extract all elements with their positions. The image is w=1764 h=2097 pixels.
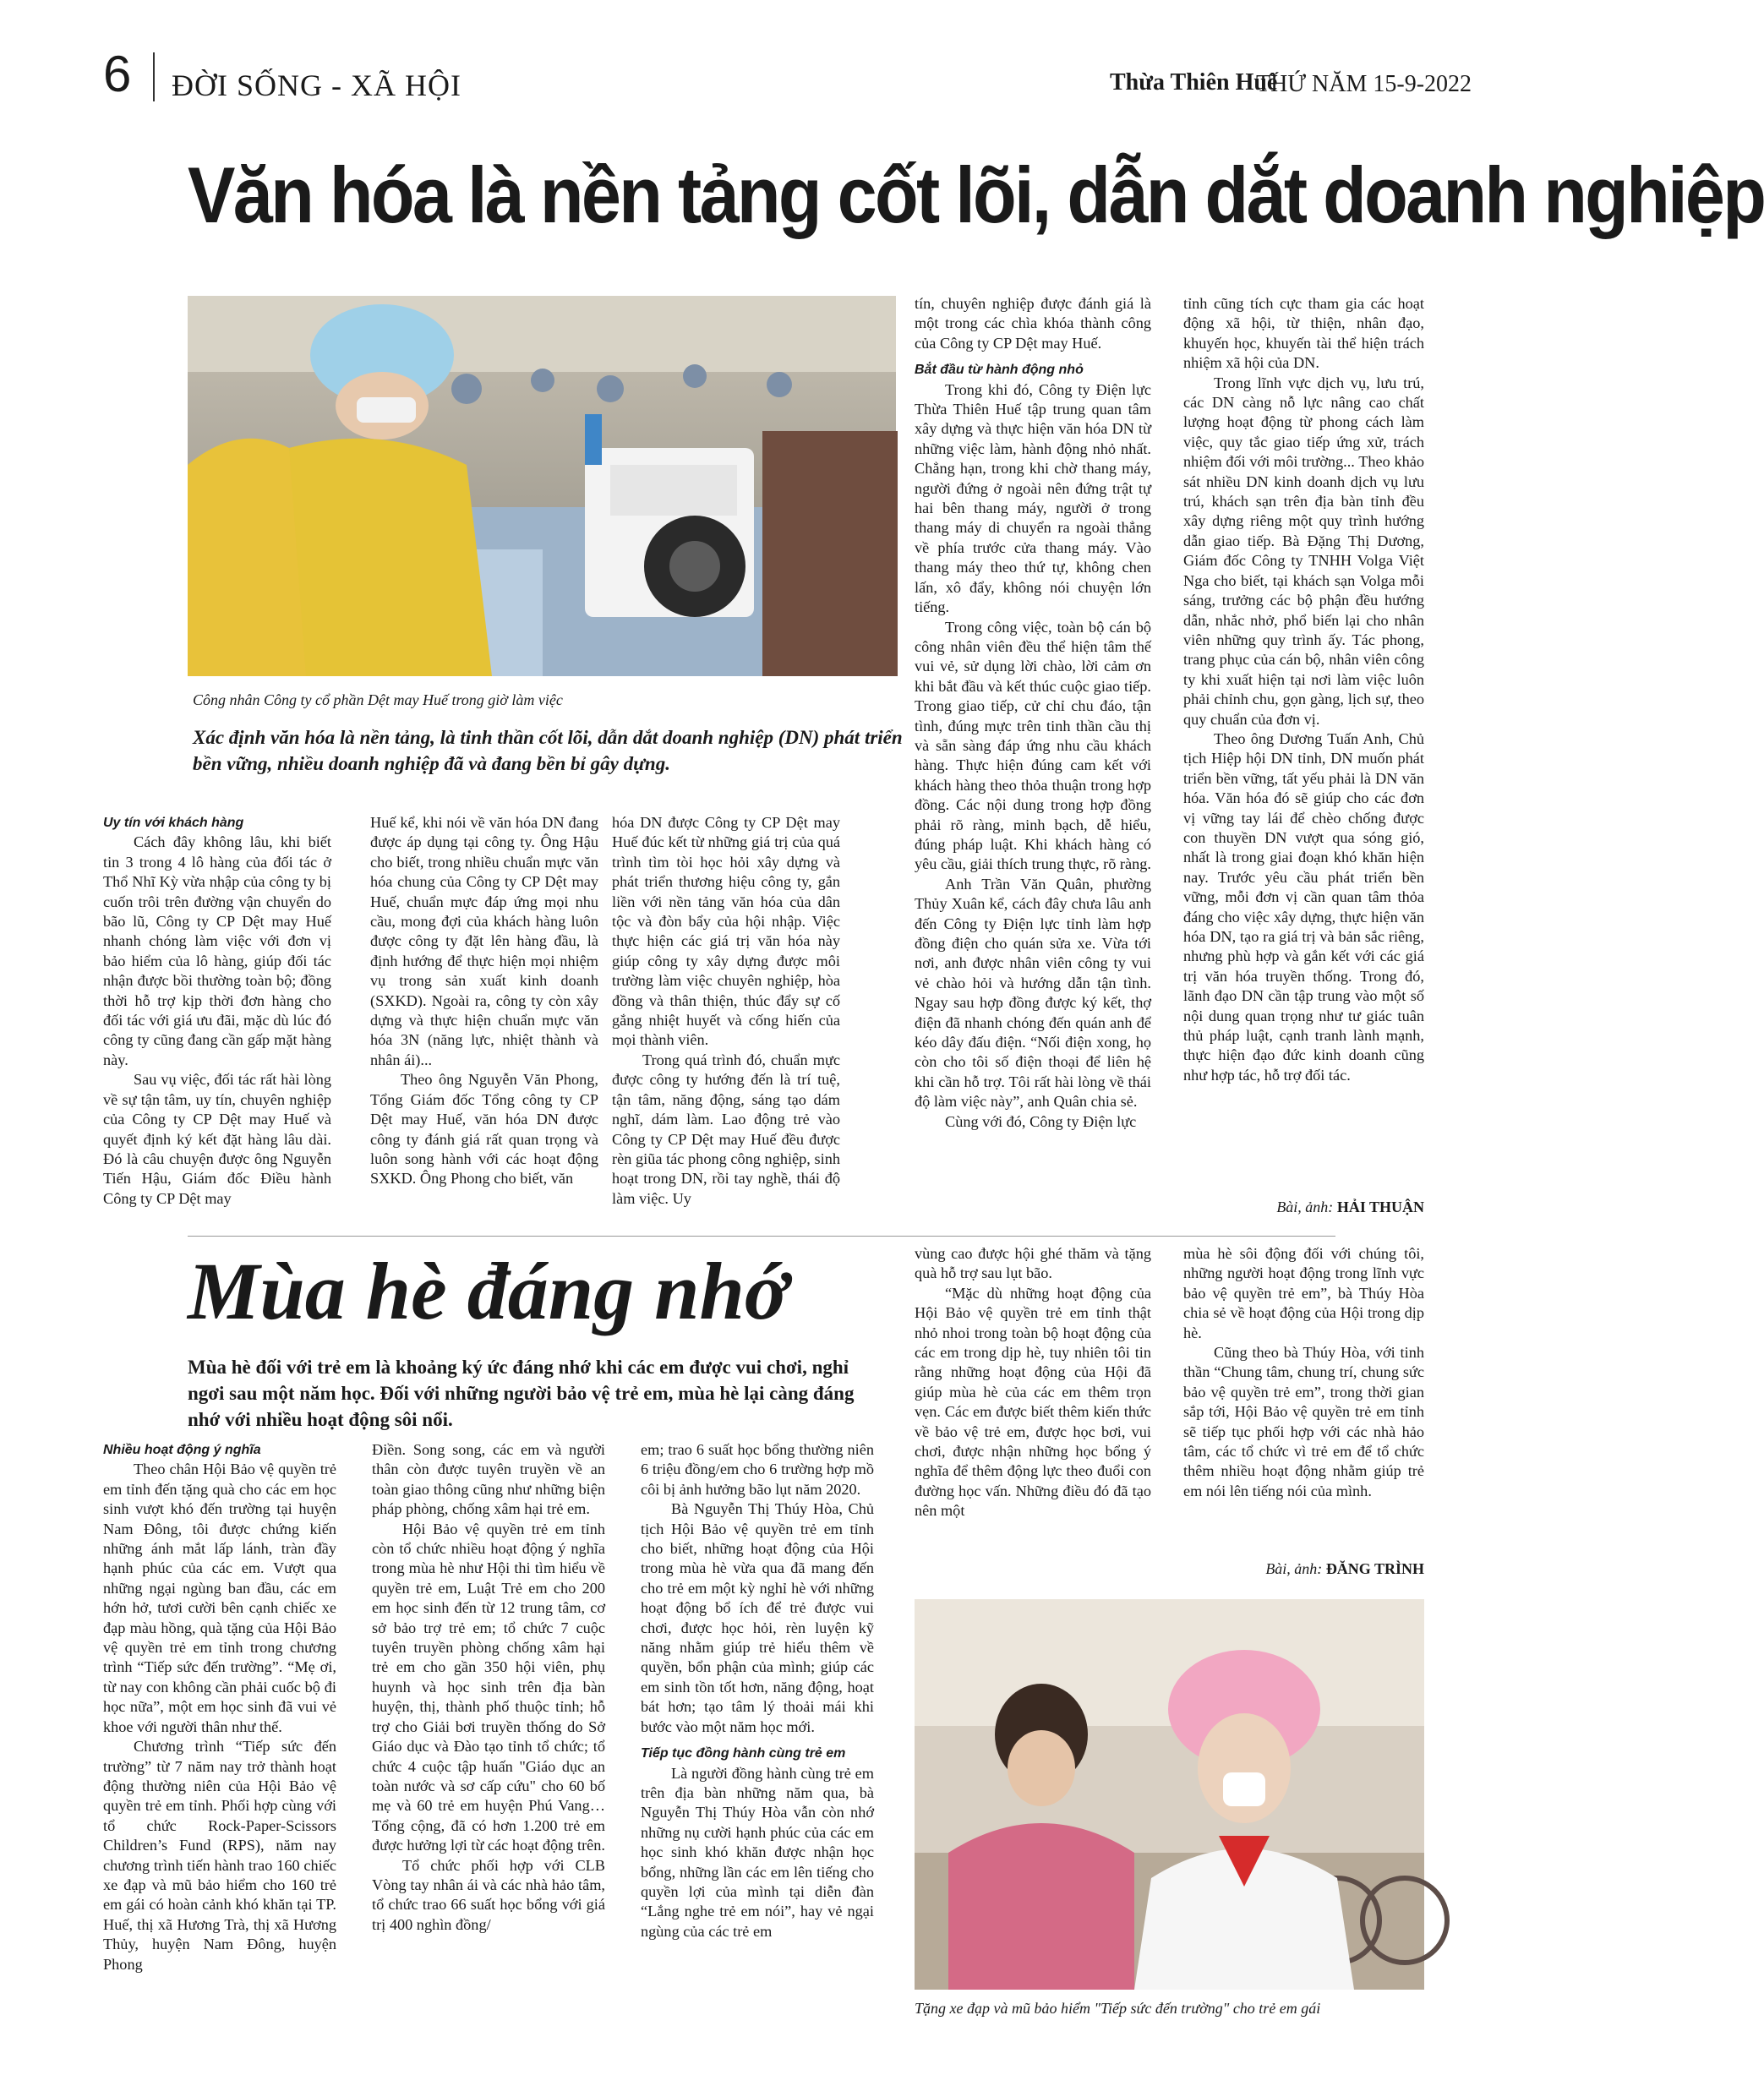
paragraph: “Mặc dù những hoạt động của Hội Bảo vệ quyền trẻ em tỉnh thật nhỏ nhoi trong toàn bộ hoạt động của các em trong dịp hè, tuy nhiên tôi tin rằng những hoạt động của Hội đã giúp mùa hè của các em thêm trọn vẹn. Các em được biết thêm kiến thức về bảo vệ trẻ em, được học bơi, vui chơi, được nhận những học bổng ý nghĩa để thêm động lực theo đuổi con đường học vấn. Những điều đó đã tạo nên một (915, 1284, 1151, 1520)
paragraph: Cách đây không lâu, khi biết tin 3 trong 4 lô hàng của đối tác ở Thổ Nhĩ Kỳ vừa nhập của công ty bị cuốn trôi trên đường vận chuyển do bão lũ, Công ty CP Dệt may Huế nhanh chóng làm việc với đơn vị bảo hiểm của lô hàng, giúp đối tác nhận được bồi thường toàn bộ; đồng thời hỗ trợ kịp thời đơn hàng cho đối tác với giá ưu đãi, mặc dù lúc đó công ty cũng đang cần gấp mặt hàng này. (103, 833, 331, 1068)
paragraph: Là người đồng hành cùng trẻ em trên địa bàn những năm qua, bà Nguyễn Thị Thúy Hòa vẫn còn nhớ những nụ cười hạnh phúc của các em học sinh khó khăn được nhận học bổng, những lần các em lên tiếng cho quyền lợi của mình tại diễn đàn “Lắng nghe trẻ em nói”, hay vẻ ngại ngùng của các trẻ em (641, 1764, 874, 1940)
helmet-gift-image (915, 1599, 1424, 1990)
article1-photo (188, 296, 896, 676)
paragraph: Hội Bảo vệ quyền trẻ em tỉnh còn tổ chức nhiều hoạt động ý nghĩa trong mùa hè như Hội thi tìm hiểu về quyền trẻ em, Luật Trẻ em cho 200 em học sinh đến từ 12 trung tâm, cơ sở bảo trợ trẻ em; tổ chức 7 cuộc tuyên truyền phòng chống xâm hại trẻ em cho gần 350 hội viên, phụ huynh và học sinh trên địa bàn huyện, thị, thành phố thuộc tỉnh; hỗ trợ cho Giải bơi truyền thống do Sở Giáo dục và Đào tạo tỉnh tổ chức; tổ chức 4 cuộc tập huấn "Giáo dục an toàn nước và sơ cấp cứu" cho 60 bố mẹ và 60 trẻ em huyện Phú Vang… Tổng cộng, đã có hơn 1.200 trẻ em được hưởng lợi từ các hoạt động trên. (372, 1520, 606, 1854)
article1-column-2 (370, 813, 598, 1189)
paragraph: Theo ông Nguyễn Văn Phong, Tổng Giám đốc Tổng công ty CP Dệt may Huế, văn hóa DN được công ty đánh giá rất quan trọng và luôn song hành với các hoạt động SXKD. Ông Phong cho biết, văn (370, 1071, 598, 1188)
paragraph: hóa DN được Công ty CP Dệt may Huế đúc kết từ những giá trị của quá trình tìm tòi học hỏi xây dựng và phát triển thương hiệu công ty, gắn liền với nền tảng văn hóa của dân tộc và đòn bẩy của hội nhập. Việc thực hiện các giá trị văn hóa này giúp công ty xây dựng được môi trường làm việc chuyên nghiệp, hòa đồng và thân thiện, thúc đẩy sự cố gắng nhiệt huyết và cống hiến của mọi thành viên. (612, 814, 840, 1049)
subheading: Bắt đầu từ hành động nhỏ (915, 363, 1084, 378)
paragraph: Chương trình “Tiếp sức đến trường” từ 7 năm nay trở thành hoạt động thường niên của Hội Bảo vệ quyền trẻ em tỉnh. Phối hợp cùng với tổ chức Rock-Paper-Scissors Children’s Fund (RPS), năm nay chương trình tiến hành trao 160 chiếc xe đạp và mũ bảo hiểm cho 160 trẻ em gái có hoàn cảnh khó khăn tại TP. Huế, thị xã Hương Trà, thị xã Hương Thủy, huyện Nam Đông, huyện Phong (103, 1738, 336, 1973)
article1-title: Văn hóa là nền tảng cốt lõi, dẫn dắt doanh nghiệp (188, 150, 1764, 239)
paragraph: Sau vụ việc, đối tác rất hài lòng về sự tận tâm, uy tín, chuyên nghiệp của Công ty CP Dệt may Huế và quyết định ký kết đặt hàng lâu dài. Đó là câu chuyện được ông Nguyễn Tiến Hậu, Giám đốc Điều hành Công ty CP Dệt may (103, 1071, 331, 1207)
article2-photo-caption: Tặng xe đạp và mũ bảo hiểm "Tiếp sức đến trường" cho trẻ em gái (915, 2000, 1321, 2017)
article1-lead: Xác định văn hóa là nền tảng, là tinh thần cốt lõi, dẫn dắt doanh nghiệp (DN) phát triển bền vững, nhiều doanh nghiệp đã và đang bền bỉ gây dựng. (193, 727, 903, 774)
article-divider (188, 1236, 1335, 1237)
paragraph: Huế kể, khi nói về văn hóa DN đang được áp dụng tại công ty. Ông Hậu cho biết, trong nhiều chuẩn mực văn hóa chung của Công ty CP Dệt may Huế, chuẩn mực đáp ứng mọi nhu cầu, mong đợi của khách hàng luôn được công ty đặt lên hàng đầu, là định hướng để thực hiện mọi nhiệm vụ trong sản xuất kinh doanh (SXKD). Ngoài ra, công ty còn xây dựng và thực hiện chuẩn mực văn hóa 3N (năng lực, nhiệt thành và nhân ái)... (370, 814, 598, 1068)
article2-title: Mùa hè đáng nhớ (188, 1246, 789, 1336)
paragraph: Điền. Song song, các em và người thân còn được tuyên truyền về an toàn giao thông cũng như những biện pháp phòng, chống xâm hại trẻ em. (372, 1441, 605, 1518)
paragraph: Cùng với đó, Công ty Điện lực (945, 1112, 1137, 1130)
author-name: ĐĂNG TRÌNH (1325, 1560, 1424, 1577)
paragraph: Trong quá trình đó, chuẩn mực được công ty hướng đến là trí tuệ, tận tâm, năng động, sáng tạo dám nghĩ, dám làm. Lao động trẻ vào Công ty CP Dệt may Huế đều được rèn giũa tác phong công nghiệp, sinh hoạt trong DN, rồi tay nghề, thái độ làm việc. Uy (612, 1051, 840, 1207)
paragraph: tỉnh cũng tích cực tham gia các hoạt động xã hội, từ thiện, nhân đạo, khuyến học, khuyến tài thể hiện trách nhiệm xã hội của DN. (1183, 295, 1424, 372)
byline-prefix: Bài, ảnh: (1276, 1199, 1334, 1215)
article2-column-5 (1183, 1244, 1424, 1501)
article1-column-3 (612, 813, 840, 1209)
article2-column-2 (372, 1440, 605, 1935)
page-number: 6 (103, 46, 132, 102)
paragraph: em; trao 6 suất học bổng thường niên 6 triệu đồng/em cho 6 trường hợp mồ côi bị ảnh hưởng bão lụt năm 2020. (641, 1441, 874, 1498)
article1-column-4 (915, 294, 1151, 1132)
sewing-factory-image (188, 296, 896, 676)
byline-prefix: Bài, ảnh: (1265, 1560, 1323, 1577)
paragraph: mùa hè sôi động đối với chúng tôi, những người hoạt động trong lĩnh vực bảo vệ quyền trẻ em”, bà Thúy Hòa chia sẻ về hoạt động của Hội trong dịp hè. (1183, 1245, 1424, 1341)
paragraph: Trong khi đó, Công ty Điện lực Thừa Thiên Huế tập trung quan tâm xây dựng và thực hiện văn hóa DN từ những việc làm, hành động nhỏ nhất. Chẳng hạn, trong khi chờ thang máy, người đứng ở ngoài nên đứng trật tự hai bên thang máy, người ở trong thang máy di chuyển ra ngoài thẳng về phía trước cửa thang máy. Vào thang máy theo thứ tự, không chen lấn, xô đẩy, không nói chuyện lớn tiếng. (915, 380, 1151, 616)
paragraph: Cũng theo bà Thúy Hòa, với tinh thần “Chung tâm, chung trí, chung sức bảo vệ quyền trẻ em”, trong thời gian sắp tới, Hội Bảo vệ quyền trẻ em tỉnh sẽ tiếp tục phối hợp với các nhà hảo tâm, các tổ chức vì trẻ em để tổ chức thêm nhiều hoạt động nhằm giúp trẻ em nói lên tiếng nói của mình. (1183, 1344, 1424, 1499)
paragraph: Theo chân Hội Bảo vệ quyền trẻ em tỉnh đến tặng quà cho các em học sinh vượt khó đến trường tại huyện Nam Đông, tôi được chứng kiến những ánh mắt lấp lánh, tràn đầy hạnh phúc của các em. Vượt qua những ngại ngùng ban đầu, các em hớn hở, tươi cười bên cạnh chiếc xe đạp màu hồng, quà tặng của Hội Bảo vệ quyền trẻ em tỉnh trong chương trình “Tiếp sức đến trường”. “Mẹ ơi, từ nay con không cần phải cuốc bộ đi học nữa”, một em học sinh đã vui vẻ khoe với người thân như thế. (103, 1461, 336, 1735)
article2-lead: Mùa hè đối với trẻ em là khoảng ký ức đáng nhớ khi các em được vui chơi, nghỉ ngơi sau một năm học. Đối với những người bảo vệ trẻ em, mùa hè lại càng đáng nhớ với nhiều hoạt động sôi nổi. (188, 1357, 855, 1430)
article1-byline (1183, 1199, 1424, 1216)
section-name: ĐỜI SỐNG - XÃ HỘI (172, 68, 461, 102)
header-divider (153, 52, 155, 101)
article2-column-4 (915, 1244, 1151, 1521)
article2-column-1 (103, 1440, 336, 1974)
article2-photo (915, 1599, 1424, 1990)
paragraph: Bà Nguyễn Thị Thúy Hòa, Chủ tịch Hội Bảo vệ quyền trẻ em tỉnh cho biết, những hoạt động của Hội trong mùa hè vừa qua đã mang đến cho trẻ em một kỳ nghỉ hè với những hoạt động bổ ích để trẻ được vui chơi, được học hỏi, rèn luyện kỹ năng nhằm giúp trẻ hiểu thêm về quyền, bổn phận của mình; giúp các em sinh tồn tốt hơn, năng động, hoạt bát hơn; tạo tâm lý thoải mái khi bước vào một năm học mới. (641, 1500, 874, 1735)
paragraph: Tổ chức phối hợp với CLB Vòng tay nhân ái và các nhà hảo tâm, tổ chức trao 66 suất học bổng với giá trị 400 nghìn đồng/ (372, 1856, 605, 1933)
paragraph: Trong công việc, toàn bộ cán bộ công nhân viên đều thể hiện tâm thế vui vẻ, sử dụng lời chào, lời cảm ơn khi bắt đầu và kết thúc cuộc giao tiếp. Trong giao tiếp, cử chỉ chu đáo, tận tình, đúng mực trên tinh thần cầu thị và sẵn sàng đáp ứng nhu cầu khách hàng. Thực hiện đúng cam kết với khách hàng theo thỏa thuận trong hợp đồng. Các nội dung trong hợp đồng phải rõ ràng, minh bạch, dễ hiểu, đúng pháp luật. Khi khách hàng có yêu cầu, giải thích trung thực, rõ ràng. (915, 618, 1151, 873)
paragraph: Theo ông Dương Tuấn Anh, Chủ tịch Hiệp hội DN tỉnh, DN muốn phát triển bền vững, tất yếu phải là DN văn hóa. Văn hóa đó sẽ giúp cho các đơn vị vững tay lái để chèo chống được con thuyền DN vượt qua sóng gió, nhất là trong giai đoạn khó khăn hiện nay. Trước yêu cầu phát triển bền vững, mỗi đơn vị cần quan tâm thỏa đáng cho việc xây dựng, thực hiện văn hóa DN, tạo ra giá trị và bản sắc riêng, nhưng phù hợp và gắn kết với các giá trị văn hóa truyền thống. Trong đó, lãnh đạo DN cần tập trung vào một số nội dung quan trọng như tư giác tuân thủ pháp luật, cạnh tranh lành mạnh, thực hiện đạo đức kinh doanh cũng như hợp tác, hỗ trợ đối tác. (1183, 729, 1424, 1084)
article1-column-1 (103, 813, 331, 1209)
subheading: Tiếp tục đồng hành cùng trẻ em (641, 1746, 846, 1761)
article1-column-5 (1183, 294, 1424, 1085)
author-name: HẢI THUẬN (1336, 1199, 1424, 1215)
paragraph: Trong lĩnh vực dịch vụ, lưu trú, các DN càng nỗ lực nâng cao chất lượng hoạt động từ phong cách làm việc, quy tắc giao tiếp ứng xử, trách nhiệm đối với môi trường... Theo khảo sát nhiều DN kinh doanh dịch vụ lưu trú, khách sạn trên địa bàn tỉnh đều xây dựng riêng một quy trình hướng dẫn giao tiếp. Bà Đặng Thị Dương, Giám đốc Công ty TNHH Volga Việt Nga cho biết, tại khách sạn Volga mỗi sáng, trưởng các bộ phận đều hướng dẫn, nhắc nhở, phổ biến lại cho nhân viên những quy trình ấy. Tác phong, trang phục của cán bộ, nhân viên công ty khi xuất hiện tại nơi làm việc luôn phải chỉnh chu, gọn gàng, lịch sự, theo quy chuẩn của đơn vị. (1183, 374, 1424, 728)
article2-column-3 (641, 1440, 874, 1941)
paragraph: Anh Trần Văn Quân, phường Thủy Xuân kể, cách đây chưa lâu anh đến Công ty Điện lực tỉnh làm hợp đồng điện cho quán sửa xe. Vừa tới nơi, anh được nhân viên công ty vui vẻ chào hỏi và hướng dẫn tận tình. Ngay sau hợp đồng được ký kết, thợ điện đã nhanh chóng đến quán anh để kéo dây đấu điện. “Nối điện xong, họ còn cho tôi số điện thoại để liên hệ khi cần hỗ trợ. Tôi rất hài lòng về thái độ làm việc này”, anh Quân chia sẻ. (915, 875, 1151, 1111)
article1-photo-caption: Công nhân Công ty cổ phần Dệt may Huế trong giờ làm việc (193, 691, 563, 708)
subheading: Uy tín với khách hàng (103, 816, 244, 830)
subheading: Nhiều hoạt động ý nghĩa (103, 1443, 261, 1457)
issue-date: THỨ NĂM 15-9-2022 (1256, 71, 1472, 97)
article2-byline (1183, 1560, 1424, 1578)
paragraph: tín, chuyên nghiệp được đánh giá là một trong các chìa khóa thành công của Công ty CP Dệt may Huế. (915, 295, 1151, 352)
newspaper-name: Thừa Thiên Huế (1110, 69, 1278, 96)
paragraph: vùng cao được hội ghé thăm và tặng quà hỗ trợ sau lụt bão. (915, 1245, 1151, 1282)
